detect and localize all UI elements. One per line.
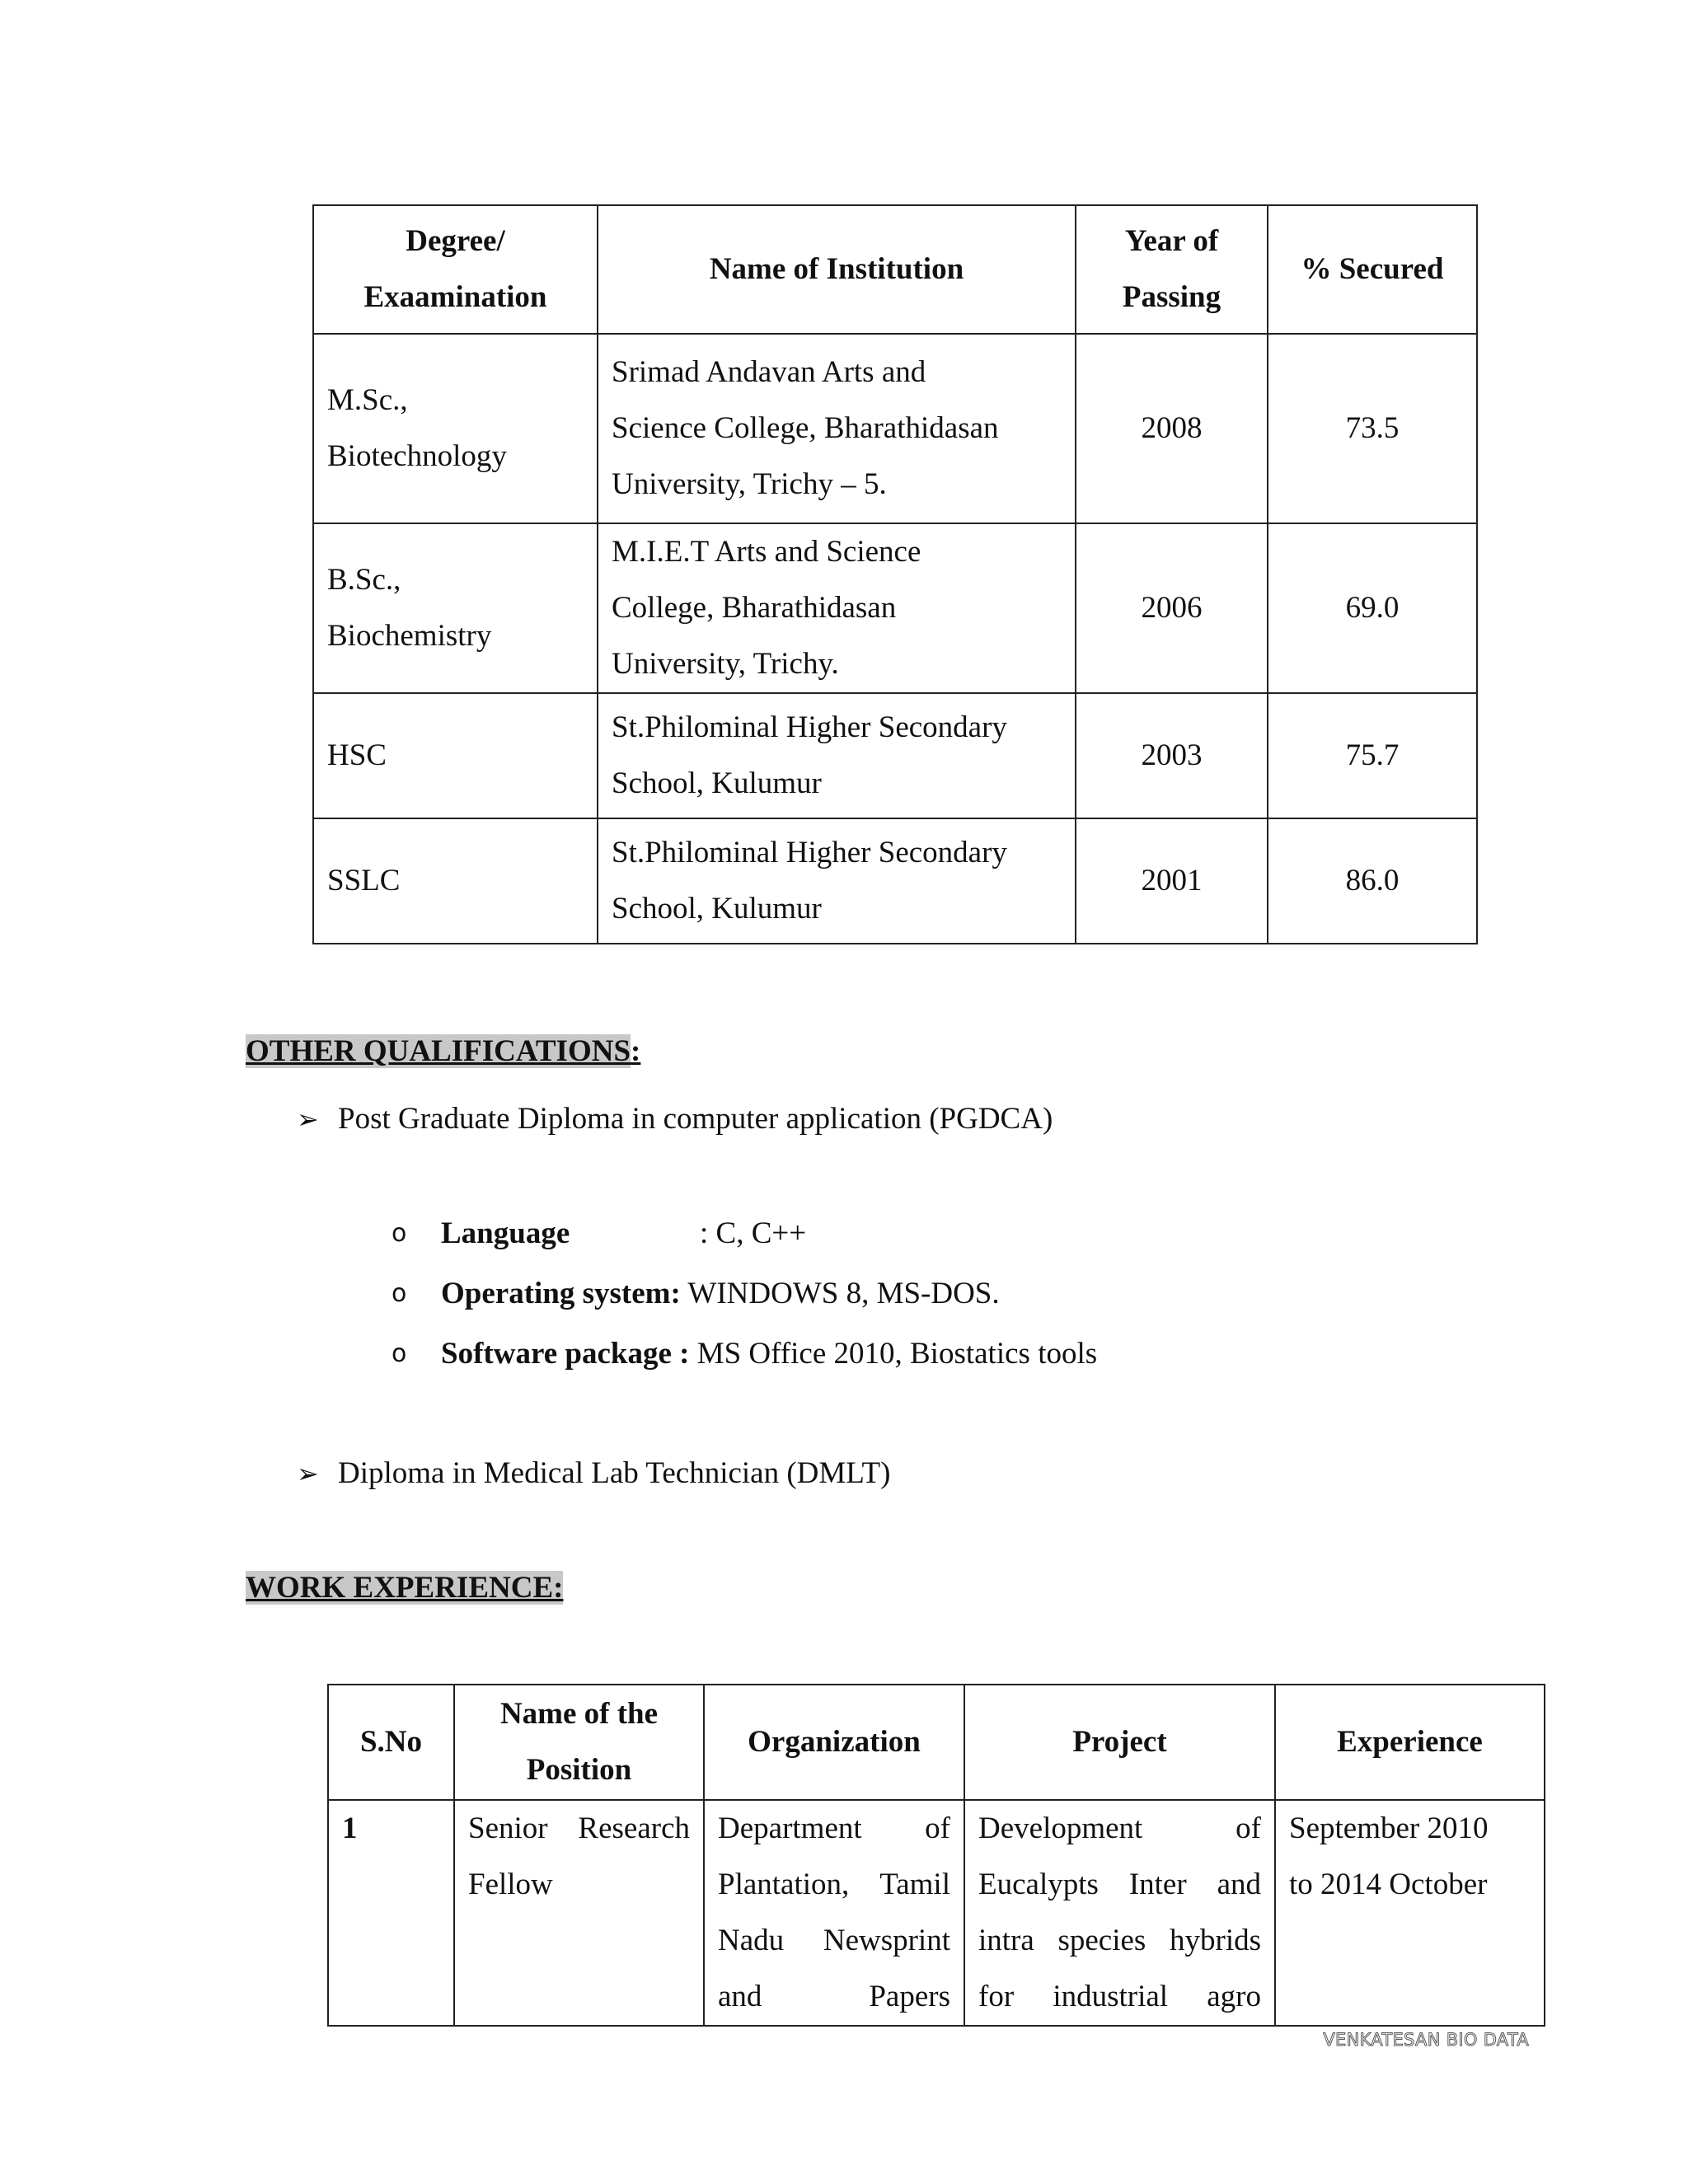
- year-cell: 2006: [1076, 523, 1268, 693]
- header-position-line1: Name of the: [499, 1697, 659, 1731]
- year-cell: 2003: [1076, 693, 1268, 818]
- other-qualifications-title: OTHER QUALIFICATIONS: [246, 1034, 631, 1068]
- header-year-line1: Year of: [1124, 224, 1219, 258]
- header-project: Project: [964, 1685, 1275, 1800]
- institution-line: School, Kulumur: [612, 892, 822, 926]
- software-value: MS Office 2010, Biostatics tools: [689, 1337, 1098, 1371]
- work-experience-table: [327, 1684, 1545, 2027]
- list-item: [392, 1276, 1000, 1311]
- education-header-row: [313, 205, 1477, 334]
- institution-line: University, Trichy.: [612, 647, 839, 681]
- institution-line: St.Philominal Higher Secondary: [612, 710, 1007, 744]
- arrow-bullet-icon: ➢: [297, 1457, 319, 1489]
- degree-cell: SSLC: [313, 818, 598, 944]
- header-sno: S.No: [328, 1685, 454, 1800]
- institution-line: Science College, Bharathidasan: [612, 411, 999, 445]
- header-position-line2: Position: [526, 1753, 632, 1787]
- other-qualifications-heading: [246, 1033, 640, 1069]
- header-experience: Experience: [1275, 1685, 1545, 1800]
- institution-cell: [598, 334, 1076, 523]
- organization-cell: [704, 1800, 964, 2026]
- secured-cell: 86.0: [1268, 818, 1477, 944]
- position-line: Senior Research: [468, 1811, 690, 1845]
- secured-cell: 73.5: [1268, 334, 1477, 523]
- language-value: : C, C++: [700, 1216, 807, 1250]
- position-line: Fellow: [468, 1868, 553, 1901]
- table-row: [313, 334, 1477, 523]
- list-item: [297, 1455, 890, 1491]
- organization-line: Plantation, Tamil: [718, 1868, 950, 1901]
- institution-line: M.I.E.T Arts and Science: [612, 535, 921, 569]
- year-cell: 2001: [1076, 818, 1268, 944]
- header-degree-line1: Degree/: [406, 224, 505, 258]
- header-year-line2: Passing: [1122, 280, 1221, 314]
- header-institution: Name of Institution: [598, 205, 1076, 334]
- page-footer: VENKATESAN BIO DATA: [1323, 2030, 1529, 2050]
- degree-line: B.Sc.,: [327, 563, 401, 597]
- degree-cell: [313, 334, 598, 523]
- experience-line: September 2010: [1289, 1811, 1489, 1845]
- list-item: [392, 1216, 806, 1251]
- education-table: [312, 204, 1478, 944]
- institution-cell: [598, 523, 1076, 693]
- sno-cell: 1: [328, 1800, 454, 2026]
- dmlt-text: Diploma in Medical Lab Technician (DMLT): [338, 1456, 891, 1490]
- circle-bullet-icon: o: [392, 1279, 407, 1308]
- experience-cell: [1275, 1800, 1545, 2026]
- heading-colon: :: [631, 1034, 641, 1068]
- degree-cell: [313, 523, 598, 693]
- circle-bullet-icon: o: [392, 1219, 407, 1248]
- project-line: for industrial agro: [978, 1980, 1261, 2013]
- header-year: [1076, 205, 1268, 334]
- os-value: WINDOWS 8, MS-DOS.: [680, 1277, 1000, 1310]
- header-position: [454, 1685, 704, 1800]
- degree-line: Biochemistry: [327, 619, 492, 653]
- institution-line: Srimad Andavan Arts and: [612, 355, 926, 389]
- circle-bullet-icon: o: [392, 1339, 407, 1368]
- header-degree-line2: Exaamination: [363, 280, 547, 314]
- header-degree: [313, 205, 598, 334]
- organization-line: Nadu Newsprint: [718, 1924, 950, 1957]
- list-item: [392, 1336, 1097, 1371]
- institution-line: St.Philominal Higher Secondary: [612, 836, 1007, 869]
- work-experience-title: WORK EXPERIENCE:: [246, 1571, 564, 1605]
- project-line: Development of: [978, 1811, 1261, 1845]
- project-line: Eucalypts Inter and: [978, 1868, 1261, 1901]
- work-experience-heading: [246, 1570, 563, 1605]
- organization-line: Department of: [718, 1811, 950, 1845]
- table-row: [313, 523, 1477, 693]
- project-cell: [964, 1800, 1275, 2026]
- table-row: [313, 818, 1477, 944]
- degree-line: Biotechnology: [327, 439, 507, 473]
- experience-line: to 2014 October: [1289, 1868, 1488, 1901]
- institution-cell: [598, 818, 1076, 944]
- year-cell: 2008: [1076, 334, 1268, 523]
- table-row: [328, 1800, 1545, 2026]
- pgdca-text: Post Graduate Diploma in computer application (PGDCA): [338, 1102, 1053, 1136]
- project-line: intra species hybrids: [978, 1924, 1261, 1957]
- work-header-row: [328, 1685, 1545, 1800]
- table-row: [313, 693, 1477, 818]
- language-label: Language: [441, 1216, 570, 1250]
- institution-line: School, Kulumur: [612, 766, 822, 800]
- position-cell: [454, 1800, 704, 2026]
- secured-cell: 69.0: [1268, 523, 1477, 693]
- secured-cell: 75.7: [1268, 693, 1477, 818]
- degree-cell: HSC: [313, 693, 598, 818]
- arrow-bullet-icon: ➢: [297, 1103, 319, 1135]
- list-item: [297, 1101, 1053, 1137]
- degree-line: M.Sc.,: [327, 383, 408, 417]
- software-label: Software package :: [441, 1337, 690, 1371]
- institution-line: College, Bharathidasan: [612, 591, 897, 625]
- os-label: Operating system:: [441, 1277, 681, 1310]
- header-organization: Organization: [704, 1685, 964, 1800]
- institution-cell: [598, 693, 1076, 818]
- header-secured: % Secured: [1268, 205, 1477, 334]
- organization-line: and Papers: [718, 1980, 950, 2013]
- institution-line: University, Trichy – 5.: [612, 467, 887, 501]
